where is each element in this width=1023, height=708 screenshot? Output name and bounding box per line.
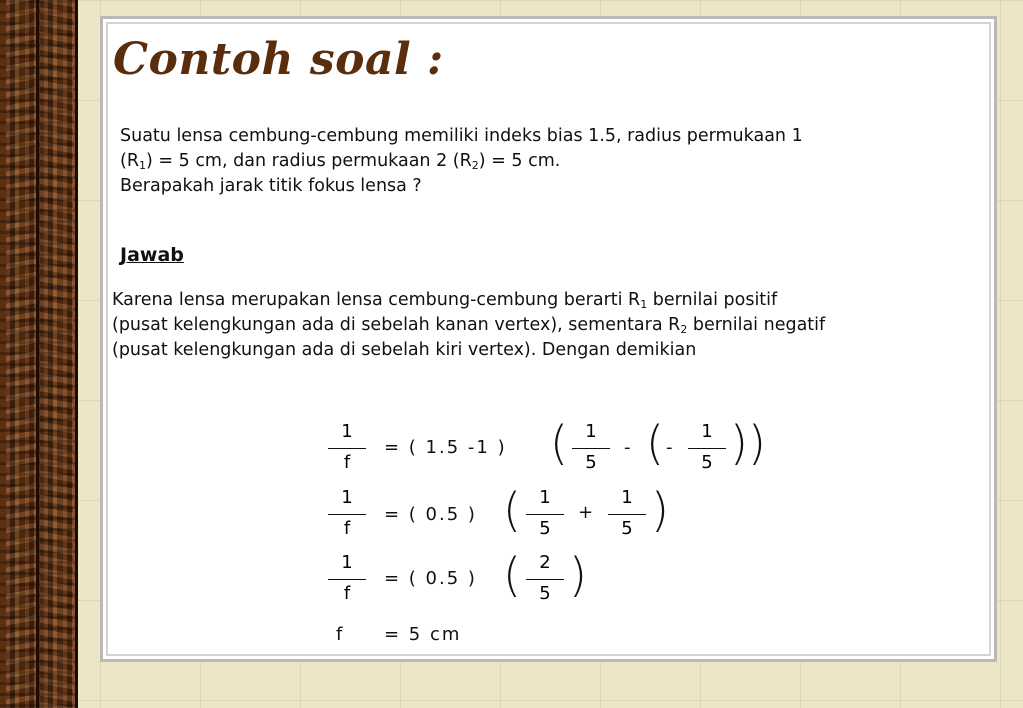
wood-grain-left — [6, 0, 36, 708]
eq2-open-paren: ( — [503, 483, 521, 537]
question-line-2: $(R_1) = 5$ cm, dan radius permukaan 2 $(R_2) = 5$ cm. — [120, 151, 561, 172]
decorative-wood-strip — [0, 0, 78, 708]
eq1-fraction-r2: $\frac{1}{5}$ — [688, 422, 726, 473]
eq3-factor: = ( 0.5 ) — [384, 568, 477, 589]
explanation-text — [112, 288, 992, 363]
eq2-lhs-fraction: $\frac{1}{f}$ — [328, 488, 366, 539]
question-line-3: Berapakah jarak titik fokus lensa ? — [120, 176, 422, 196]
eq1-close-parens: )) — [730, 416, 766, 470]
eq3-close-paren: ) — [569, 548, 587, 602]
eq1-inner-open-paren: ( — [646, 416, 664, 470]
explanation-line-2: (pusat kelengkungan ada di sebelah kanan vertex), sementara $R_2$ bernilai negatif — [112, 315, 826, 336]
eq1-minus: - — [624, 437, 633, 458]
eq2-fraction-b: $\frac{1}{5}$ — [608, 488, 646, 539]
eq2-fraction-a: $\frac{1}{5}$ — [526, 488, 564, 539]
eq1-fraction-r1: $\frac{1}{5}$ — [572, 422, 610, 473]
explanation-line-1: Karena lensa merupakan lensa cembung-cembung berarti $R_1$ bernilai positif — [112, 290, 778, 311]
answer-heading: Jawab — [120, 244, 184, 266]
question-line-1: Suatu lensa cembung-cembung memiliki indeks bias 1.5, radius permukaan 1 — [120, 126, 803, 146]
wood-grain-right — [40, 0, 73, 708]
eq1-open-paren: ( — [550, 416, 568, 470]
eq1-lhs-fraction: $\frac{1}{f}$ — [328, 422, 366, 473]
eq1-negative: - — [666, 437, 675, 458]
eq2-factor: = ( 0.5 ) — [384, 504, 477, 525]
eq3-open-paren: ( — [503, 548, 521, 602]
slide-title: Contoh soal : — [113, 34, 444, 85]
eq4-result: = 5 cm — [384, 624, 462, 645]
eq4-lhs: f — [336, 624, 345, 645]
eq1-factor: = ( 1.5 -1 ) — [384, 437, 507, 458]
question-text — [120, 124, 960, 199]
explanation-line-3: (pusat kelengkungan ada di sebelah kiri vertex). Dengan demikian — [112, 340, 697, 360]
eq3-lhs-fraction: $\frac{1}{f}$ — [328, 553, 366, 604]
eq2-plus: + — [578, 502, 596, 523]
eq3-fraction: $\frac{2}{5}$ — [526, 553, 564, 604]
eq2-close-paren: ) — [651, 483, 669, 537]
